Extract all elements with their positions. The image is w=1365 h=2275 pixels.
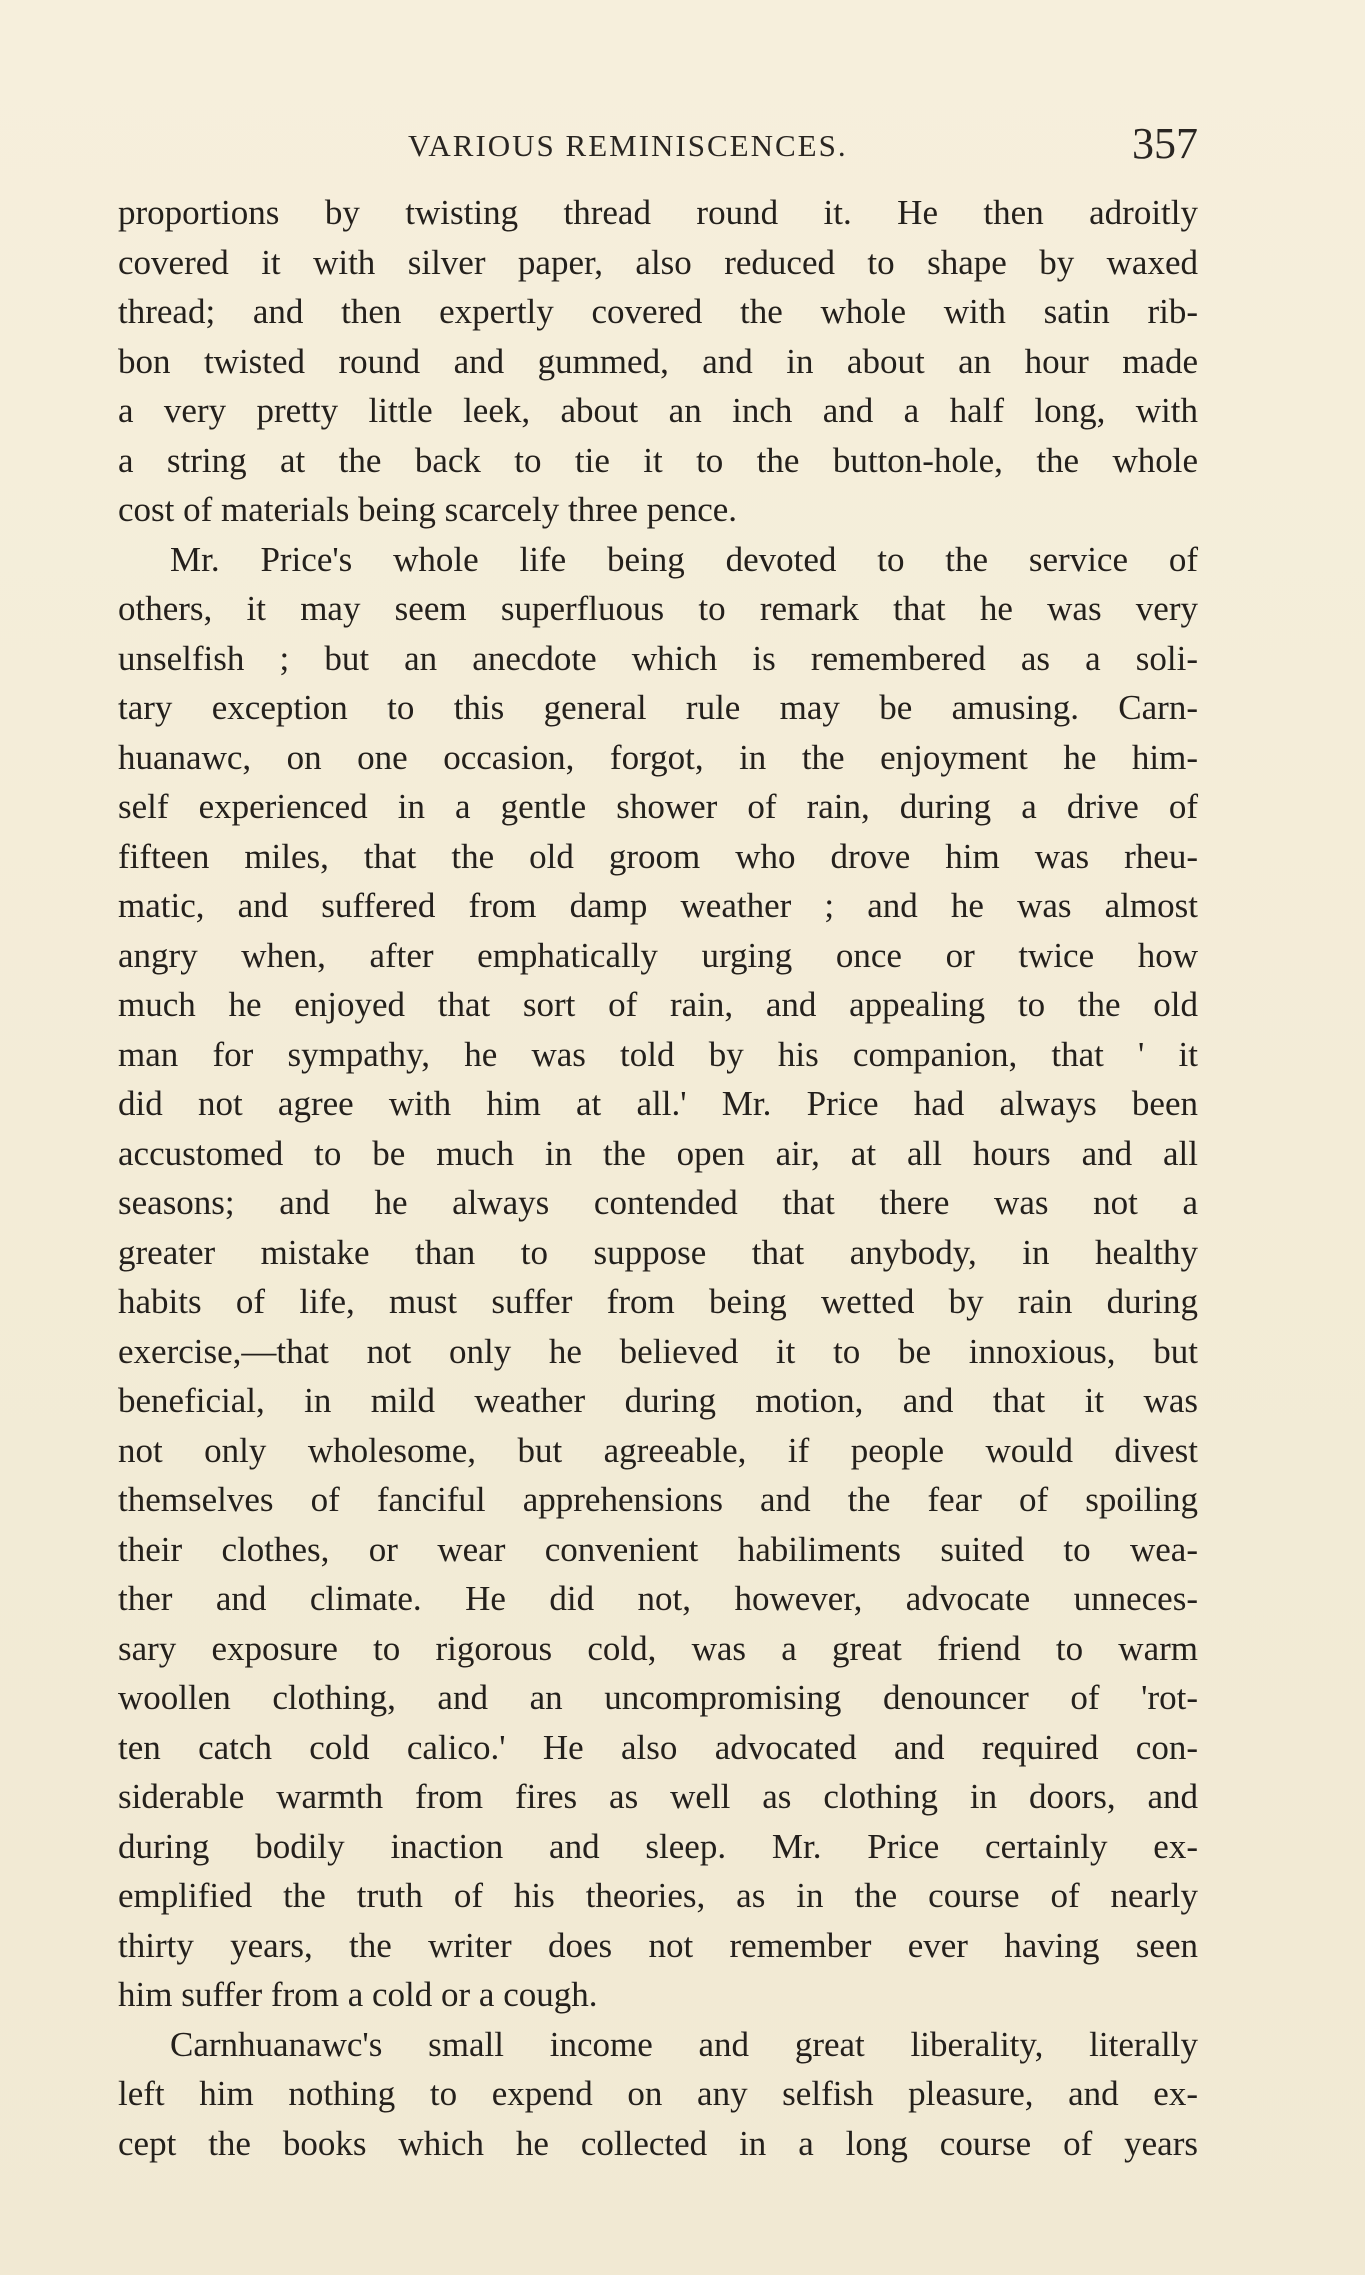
text-line: covered it with silver paper, also reduced to shape by waxed	[118, 242, 1198, 282]
text-line: a string at the back to tie it to the button-hole, the whole	[118, 440, 1198, 480]
text-line: thread; and then expertly covered the whole with satin rib-	[118, 292, 1198, 331]
body-text	[118, 188, 1198, 2168]
text-line: did not agree with him at all.' Mr. Price had always been	[118, 1084, 1198, 1123]
text-line: during bodily inaction and sleep. Mr. Price certainly ex-	[118, 1826, 1198, 1866]
text-line: thirty years, the writer does not remember ever having seen	[118, 1925, 1198, 1965]
text-line: cost of materials being scarcely three pence.	[118, 490, 738, 529]
text-line: themselves of fanciful apprehensions and the fear of spoiling	[118, 1480, 1198, 1519]
text-line: left him nothing to expend on any selfish pleasure, and ex-	[118, 2074, 1198, 2113]
text-line: matic, and suffered from damp weather ; and he was almost	[118, 886, 1198, 925]
text-line: huanawc, on one occasion, forgot, in the enjoyment he him-	[118, 737, 1198, 777]
page-header	[118, 118, 1198, 178]
text-line: tary exception to this general rule may be amusing. Carn-	[118, 688, 1198, 727]
text-line: greater mistake than to suppose that anybody, in healthy	[118, 1232, 1198, 1272]
text-line: self experienced in a gentle shower of rain, during a drive of	[118, 787, 1198, 826]
text-line: a very pretty little leek, about an inch and a half long, with	[118, 391, 1198, 430]
text-line: habits of life, must suffer from being wetted by rain during	[118, 1282, 1198, 1321]
text-line: fifteen miles, that the old groom who drove him was rheu-	[118, 836, 1198, 876]
text-line: siderable warmth from fires as well as clothing in doors, and	[118, 1777, 1198, 1816]
text-line: cept the books which he collected in a long course of years	[118, 2123, 1198, 2163]
text-line: much he enjoyed that sort of rain, and appealing to the old	[118, 985, 1198, 1024]
text-line: unselfish ; but an anecdote which is remembered as a soli-	[118, 638, 1198, 678]
text-line: their clothes, or wear convenient habiliments suited to wea-	[118, 1529, 1198, 1569]
text-line: bon twisted round and gummed, and in about an hour made	[118, 341, 1198, 381]
text-line: him suffer from a cold or a cough.	[118, 1975, 598, 2014]
running-head: VARIOUS REMINISCENCES.	[408, 128, 848, 163]
text-line: sary exposure to rigorous cold, was a great friend to warm	[118, 1628, 1198, 1668]
text-line: angry when, after emphatically urging once or twice how	[118, 935, 1198, 975]
text-line: Carnhuanawc's small income and great liberality, literally	[170, 2024, 1198, 2064]
text-line: accustomed to be much in the open air, at all hours and all	[118, 1133, 1198, 1173]
text-line: seasons; and he always contended that there was not a	[118, 1183, 1198, 1222]
text-line: beneficial, in mild weather during motion, and that it was	[118, 1381, 1198, 1420]
text-line: Mr. Price's whole life being devoted to the service of	[170, 539, 1198, 579]
text-line: woollen clothing, and an uncompromising denouncer of 'rot-	[118, 1678, 1198, 1717]
text-line: proportions by twisting thread round it. He then adroitly	[118, 193, 1198, 232]
text-line: man for sympathy, he was told by his companion, that ' it	[118, 1034, 1198, 1074]
page-number: 357	[1132, 119, 1198, 168]
text-line: not only wholesome, but agreeable, if people would divest	[118, 1430, 1198, 1470]
text-line: emplified the truth of his theories, as in the course of nearly	[118, 1876, 1198, 1915]
text-line: ten catch cold calico.' He also advocated and required con-	[118, 1727, 1198, 1767]
text-line: others, it may seem superfluous to remark that he was very	[118, 589, 1198, 628]
text-line: ther and climate. He did not, however, advocate unneces-	[118, 1579, 1198, 1618]
text-line: exercise,—that not only he believed it to be innoxious, but	[118, 1331, 1198, 1371]
